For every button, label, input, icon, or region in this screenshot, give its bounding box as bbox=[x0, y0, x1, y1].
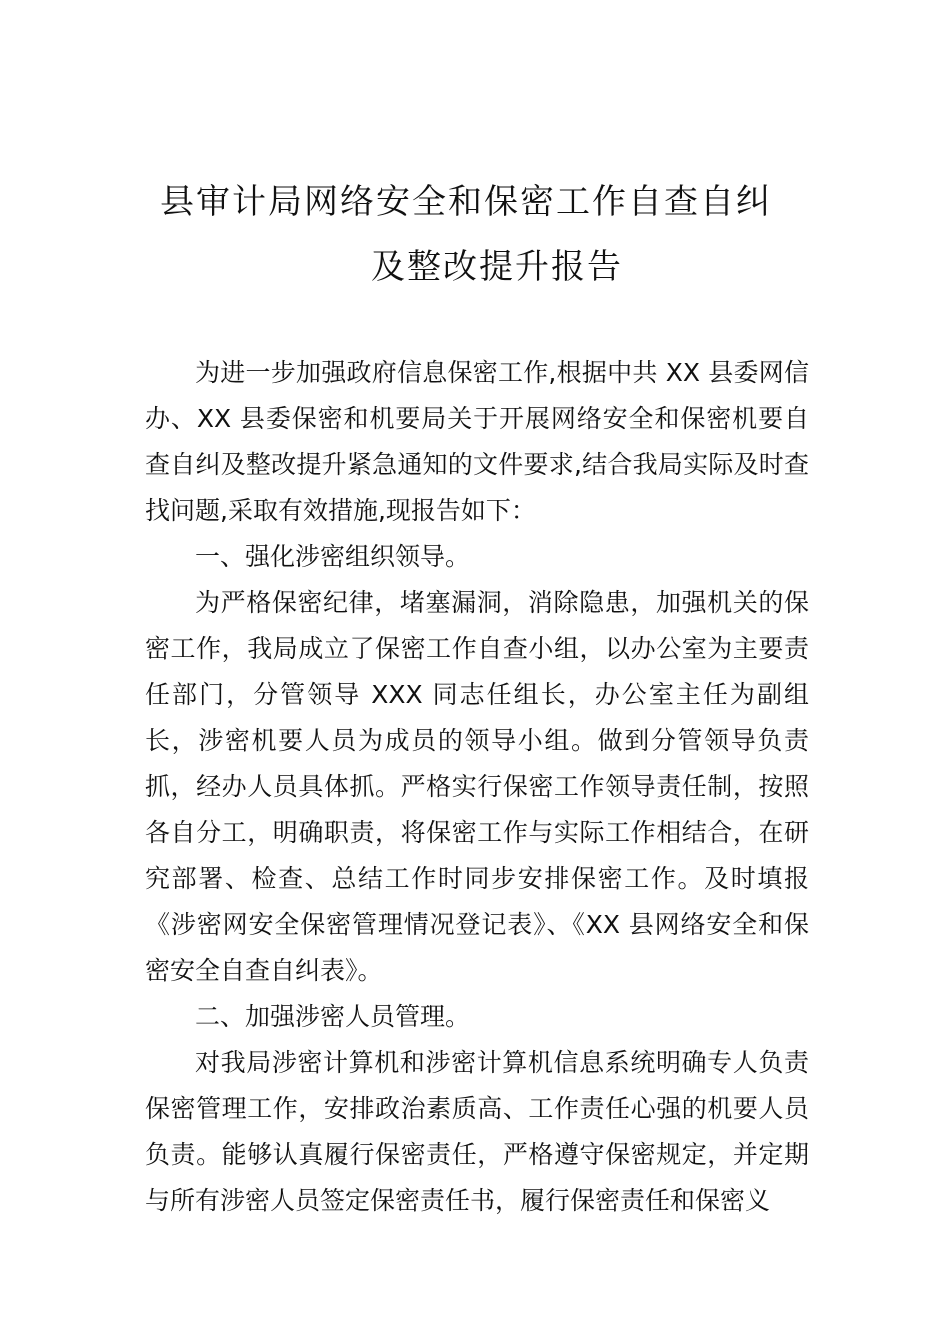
body-paragraph-section-1: 为严格保密纪律，堵塞漏洞，消除隐患，加强机关的保密工作，我局成立了保密工作自查小组，以办公室为主要责任部门，分管领导 XXX 同志任组长，办公室主任为副组长，涉密机要人员为成员的领导小组。做到分管领导负责抓，经办人员具体抓。严格实行保密工作领导责任制，按照各自分工，明确职责，将保密工作与实际工作相结合，在研究部署、检查、总结工作时同步安排保密工作。及时填报《涉密网安全保密管理情况登记表》、《XX 县网络安全和保密安全自查自纠表》。 bbox=[145, 588, 809, 985]
document-title-line-2: 及整改提升报告 bbox=[371, 247, 623, 287]
document-title-line-1: 县审计局网络安全和保密工作自查自纠 bbox=[160, 182, 772, 222]
section-heading-1: 一、强化涉密组织领导。 bbox=[195, 542, 471, 571]
body-paragraph-intro: 为进一步加强政府信息保密工作,根据中共 XX 县委网信办、XX 县委保密和机要局关于开展网络安全和保密机要自查自纠及整改提升紧急通知的文件要求,结合我局实际及时查找问题,采取有效措施,现报告如下： bbox=[145, 358, 809, 525]
section-heading-2: 二、加强涉密人员管理。 bbox=[195, 1002, 471, 1031]
body-paragraph-section-2: 对我局涉密计算机和涉密计算机信息系统明确专人负责保密管理工作，安排政治素质高、工作责任心强的机要人员负责。能够认真履行保密责任，严格遵守保密规定，并定期与所有涉密人员签定保密责任书，履行保密责任和保密义 bbox=[145, 1048, 809, 1215]
document-body bbox=[145, 350, 809, 1224]
